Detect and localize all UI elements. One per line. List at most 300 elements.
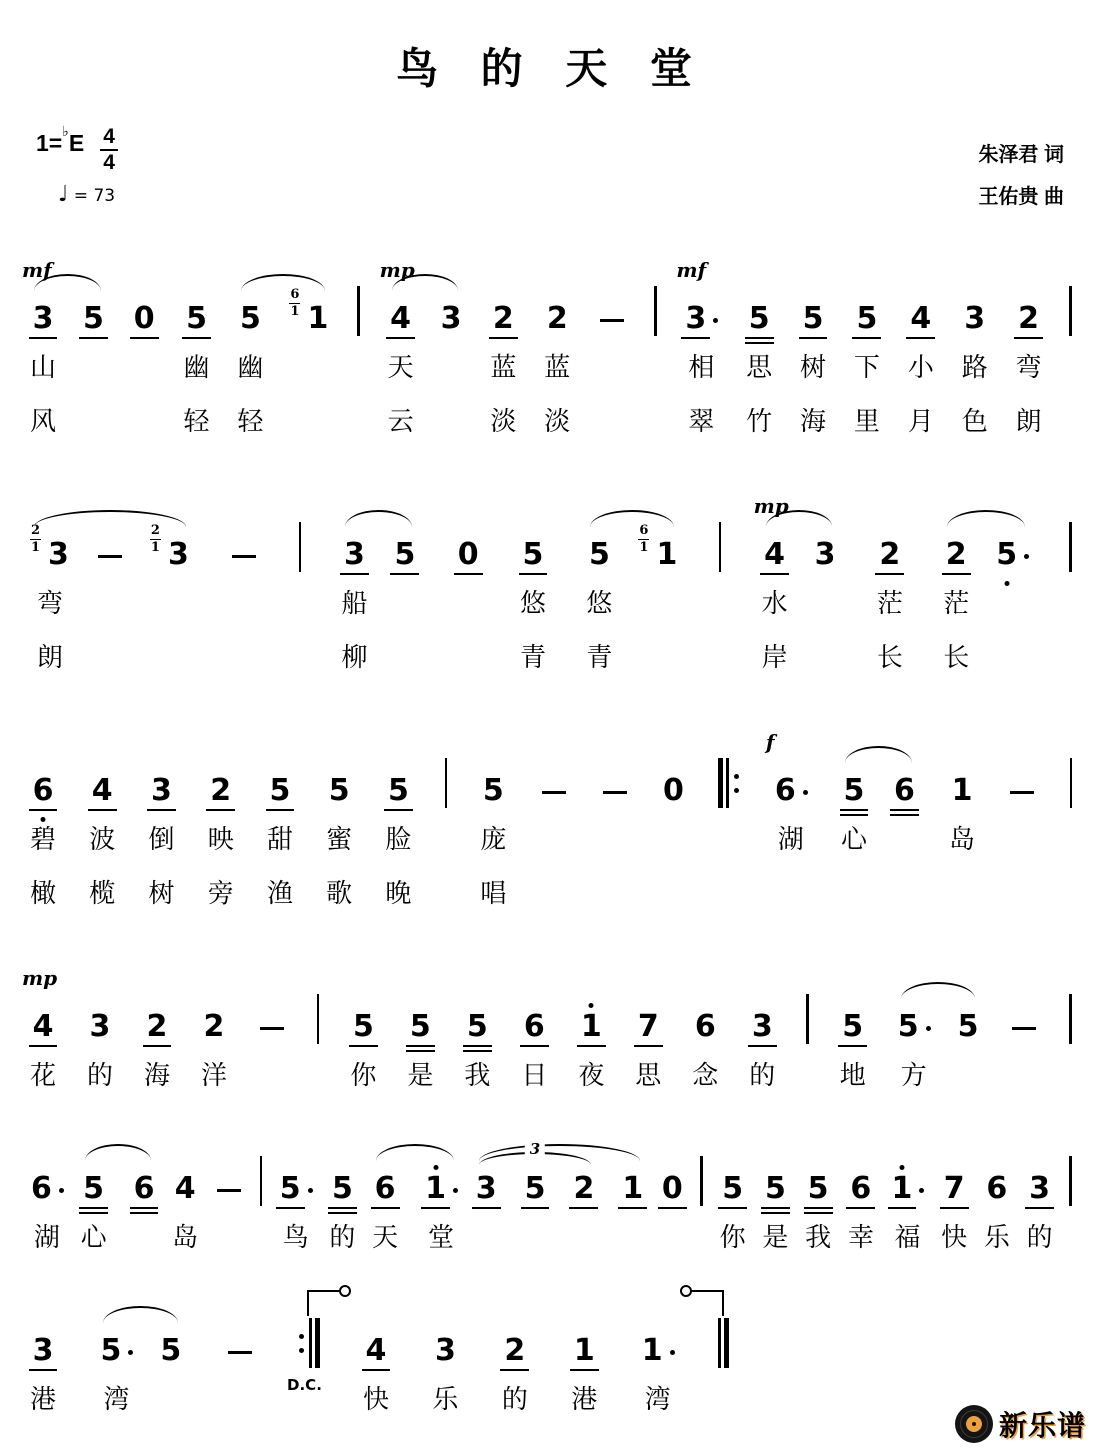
barline-thick — [724, 1318, 729, 1368]
note-cell — [457, 530, 480, 674]
barline — [1069, 522, 1072, 572]
barline — [700, 1156, 703, 1206]
lyric: 幽 — [183, 352, 210, 382]
score-body — [22, 248, 1072, 1416]
lyric: 快 — [941, 1222, 968, 1252]
lyric — [90, 404, 97, 438]
dash — [226, 1326, 254, 1416]
barline-thick — [315, 1318, 320, 1368]
duration-dash — [98, 555, 122, 559]
lyric — [241, 640, 248, 674]
note-digit: 7 — [637, 1009, 659, 1044]
note-digit: 3 — [48, 537, 69, 572]
note-cell — [800, 294, 826, 438]
lyric: 榄 — [89, 878, 116, 908]
grace-note: 2 1 — [31, 523, 41, 556]
lyric: 福 — [894, 1222, 921, 1252]
lyric: 湾 — [644, 1384, 671, 1414]
lyric — [821, 640, 828, 674]
note-cell — [480, 766, 506, 910]
augmentation-dot — [59, 1188, 64, 1193]
dash — [601, 766, 629, 910]
augmentation-dot — [453, 1188, 458, 1193]
lyric — [465, 586, 472, 620]
note-cell — [30, 523, 70, 674]
note-cell — [22, 966, 58, 1092]
slur-group — [943, 530, 1029, 674]
meter-numerator: 4 — [100, 126, 118, 151]
lyric — [1009, 586, 1016, 620]
note-cell — [133, 294, 156, 438]
note-digit: 0 — [133, 301, 155, 336]
lyric: 日 — [521, 1060, 548, 1090]
note-cell — [943, 530, 969, 674]
slur-group — [22, 258, 105, 438]
note-digit: 1 — [580, 1012, 603, 1042]
note-digit: 1 — [656, 537, 678, 572]
note-cell — [329, 1164, 355, 1254]
note-digit: 3 — [434, 1333, 456, 1368]
lyric — [166, 640, 173, 674]
bar — [654, 294, 657, 336]
lyric: 唱 — [480, 878, 507, 908]
bar — [445, 766, 448, 808]
lyric: 下 — [853, 352, 880, 382]
note-cell — [621, 1164, 644, 1254]
note-cell — [279, 1164, 313, 1254]
note-cell — [949, 766, 975, 910]
dc-marking: D.C. — [287, 1376, 322, 1394]
duration-dash — [603, 791, 627, 795]
note-digit: 5 — [897, 1009, 919, 1044]
lyric: 庞 — [480, 824, 507, 854]
slur-group — [841, 766, 916, 910]
lyric: 蓝 — [544, 352, 571, 382]
lyric: 竹 — [746, 406, 773, 436]
slur-group — [475, 1140, 596, 1254]
augmentation-dot — [713, 318, 718, 323]
lyric: 悠 — [586, 588, 613, 618]
note-cell — [676, 258, 718, 438]
note-digit: 4 — [32, 1009, 54, 1044]
lyric — [141, 404, 148, 438]
lyric: 波 — [89, 824, 116, 854]
note-cell — [854, 294, 880, 438]
lyric: 脸 — [385, 824, 412, 854]
note-digit: 1 — [951, 773, 973, 808]
lyric: 幸 — [847, 1222, 874, 1252]
note-cell — [638, 523, 678, 674]
lyric: 轻 — [183, 406, 210, 436]
lyric — [1019, 876, 1026, 910]
lyric: 月 — [907, 406, 934, 436]
lyric — [1009, 640, 1016, 674]
slur-group — [586, 523, 678, 674]
dynamic-mark: f — [765, 730, 775, 754]
duration-dash — [600, 319, 624, 323]
note-cell — [877, 530, 903, 674]
dash — [258, 1002, 286, 1092]
lyric: 碧 — [30, 824, 57, 854]
lyric — [306, 404, 313, 438]
lyric: 云 — [387, 406, 414, 436]
lyric — [821, 586, 828, 620]
note-cell — [87, 1002, 113, 1092]
note-cell — [89, 766, 115, 910]
duration-dash — [217, 1189, 241, 1193]
lyric — [225, 1220, 232, 1254]
lyric — [958, 876, 965, 910]
note-cell — [841, 766, 867, 910]
lyric: 湖 — [777, 824, 804, 854]
note-digit: 5 — [331, 1171, 353, 1206]
octave-dot-above — [899, 1165, 904, 1170]
lyric: 我 — [464, 1060, 491, 1090]
lyric — [901, 822, 908, 856]
lyric: 方 — [900, 1060, 927, 1090]
note-digit: 5 — [807, 1171, 829, 1206]
note-digit: 3 — [151, 773, 172, 808]
lyric: 树 — [800, 352, 827, 382]
note-cell — [814, 530, 837, 674]
lyric: 的 — [501, 1384, 528, 1414]
note-digit: 5 — [802, 301, 824, 336]
lyric: 岛 — [172, 1222, 199, 1252]
lyric — [1021, 1058, 1028, 1092]
note-cell — [908, 294, 934, 438]
lyric — [655, 640, 662, 674]
note-cell — [765, 730, 808, 910]
note-cell — [720, 1164, 746, 1254]
note-digit: 5 — [387, 773, 409, 808]
note-cell — [572, 1164, 595, 1254]
note-digit: 6 — [694, 1009, 716, 1044]
key-signature — [36, 123, 118, 178]
note-cell — [805, 1164, 831, 1254]
lyric: 思 — [635, 1060, 662, 1090]
site-logo-text: 新乐谱 — [998, 1410, 1086, 1441]
lyric — [550, 876, 557, 910]
barline — [260, 1156, 263, 1206]
note-digit: 3 — [89, 1009, 111, 1044]
note-cell — [749, 1002, 775, 1092]
duration-dash — [1010, 791, 1034, 795]
bar-re — [287, 1326, 322, 1394]
slur-group — [99, 1326, 182, 1416]
lyric — [850, 876, 857, 910]
lyric: 蜜 — [326, 824, 353, 854]
slur-group — [897, 1002, 980, 1092]
duration-dash — [232, 555, 256, 559]
lyric: 渔 — [266, 878, 293, 908]
lyric — [106, 586, 113, 620]
note-digit: 1 — [641, 1333, 663, 1368]
lyric: 青 — [586, 642, 613, 672]
lyric: 的 — [329, 1222, 356, 1252]
fine-marker-circle — [680, 1285, 692, 1297]
note-digit: 5 — [482, 773, 504, 808]
note-digit: 4 — [764, 537, 785, 572]
barline-thick — [718, 758, 723, 808]
note-digit: 5 — [843, 773, 865, 808]
lyric: 的 — [86, 1060, 113, 1090]
note-cell — [289, 287, 329, 438]
barline — [317, 994, 320, 1044]
note-cell — [661, 1164, 684, 1254]
lyric: 翠 — [688, 406, 715, 436]
bar — [1069, 530, 1072, 572]
note-digit: 5 — [186, 301, 207, 336]
note-cell — [341, 530, 367, 674]
note-cell — [393, 530, 416, 674]
note-digit: 5 — [394, 537, 416, 572]
note-digit: 6 — [374, 1171, 396, 1206]
lyric — [1019, 822, 1026, 856]
lyric: 淡 — [544, 406, 571, 436]
lyric — [141, 350, 148, 384]
lyric — [447, 404, 454, 438]
barline — [309, 1318, 312, 1368]
note-digit: 2 — [546, 301, 568, 336]
note-cell — [363, 1326, 389, 1416]
note-digit: 2 — [146, 1009, 168, 1044]
lyric — [670, 822, 677, 856]
fine-marker-circle — [339, 1285, 351, 1297]
bar — [719, 530, 722, 572]
note-digit: 4 — [91, 773, 113, 808]
note-cell — [407, 1002, 433, 1092]
lyric: 念 — [692, 1060, 719, 1090]
note-cell — [586, 530, 612, 674]
lyric: 花 — [30, 1060, 57, 1090]
lyric: 的 — [749, 1060, 776, 1090]
lyric — [611, 822, 618, 856]
note-digit: 5 — [352, 1009, 374, 1044]
lyric — [236, 1382, 243, 1416]
note-cell — [208, 766, 234, 910]
score-header — [30, 123, 1072, 248]
music-system — [30, 484, 1072, 674]
site-logo — [955, 1404, 1086, 1444]
lyric — [166, 586, 173, 620]
lyric: 湾 — [103, 1384, 130, 1414]
note-digit: 2 — [879, 537, 901, 572]
note-cell — [144, 1002, 170, 1092]
lyric: 小 — [907, 352, 934, 382]
note-digit: 6 — [850, 1171, 872, 1206]
note-cell — [891, 1164, 925, 1254]
lyric: 柳 — [341, 642, 368, 672]
note-digit: 5 — [269, 773, 291, 808]
barline — [445, 758, 448, 808]
note-digit: 3 — [814, 537, 836, 572]
note-digit: 5 — [279, 1171, 301, 1206]
lyric — [609, 404, 616, 438]
slur-group — [379, 258, 463, 438]
music-system — [30, 1280, 1072, 1416]
lyric: 橄 — [30, 878, 57, 908]
lyric: 长 — [876, 642, 903, 672]
lyric — [669, 1220, 676, 1254]
fine-marker — [307, 1290, 341, 1316]
note-digit: 4 — [910, 301, 932, 336]
barline — [719, 522, 722, 572]
note-digit: 6 — [32, 776, 55, 806]
grace-note: 2 1 — [150, 523, 160, 556]
note-cell — [635, 1002, 661, 1092]
lyric: 堂 — [428, 1222, 455, 1252]
music-system — [30, 720, 1072, 910]
note-digit: 4 — [390, 301, 412, 336]
augmentation-dot — [308, 1188, 313, 1193]
note-digit: 1 — [424, 1174, 447, 1204]
note-cell — [267, 766, 293, 910]
lyric: 旁 — [207, 878, 234, 908]
note-digit: 3 — [32, 301, 54, 336]
note-cell — [201, 1002, 227, 1092]
note-cell — [1027, 1164, 1053, 1254]
note-digit: 5 — [842, 1009, 864, 1044]
note-cell — [521, 1002, 547, 1092]
vinyl-record-icon — [955, 1405, 993, 1443]
augmentation-dot — [803, 790, 808, 795]
lyric: 我 — [805, 1222, 832, 1252]
lyric: 船 — [341, 588, 368, 618]
octave-dot-below — [1004, 581, 1009, 586]
slur-group — [372, 1164, 458, 1254]
note-digit: 5 — [100, 1333, 122, 1368]
note-digit: 2 — [210, 773, 232, 808]
note-digit: 3 — [440, 301, 462, 336]
note-cell — [893, 766, 916, 910]
note-cell — [184, 294, 210, 438]
lyric — [106, 640, 113, 674]
dynamic-mark: mp — [379, 258, 415, 282]
note-cell — [746, 294, 772, 438]
note-digit: 4 — [365, 1333, 387, 1368]
lyric — [90, 350, 97, 384]
quarter-note-icon: ♩ — [58, 182, 69, 207]
note-cell — [1016, 294, 1042, 438]
note-cell — [897, 1002, 931, 1092]
note-digit: 6 — [774, 773, 796, 808]
lyric: 思 — [746, 352, 773, 382]
lyric — [609, 350, 616, 384]
note-cell — [544, 294, 570, 438]
note-cell — [762, 1164, 788, 1254]
note-cell — [464, 1002, 490, 1092]
lyric: 相 — [688, 352, 715, 382]
octave-dot-above — [433, 1165, 438, 1170]
note-digit: 5 — [522, 537, 544, 572]
note-digit: 3 — [964, 301, 986, 336]
lyric: 轻 — [237, 406, 264, 436]
note-cell — [578, 1002, 604, 1092]
barline — [1069, 1156, 1072, 1206]
lyric — [241, 586, 248, 620]
note-cell — [641, 1326, 675, 1416]
lyric: 歌 — [326, 878, 353, 908]
lyric — [580, 1220, 587, 1254]
lyric — [268, 1058, 275, 1092]
octave-dot-below — [41, 817, 46, 822]
lyric: 是 — [407, 1060, 434, 1090]
lyric — [611, 876, 618, 910]
note-digit: 3 — [751, 1009, 773, 1044]
note-cell — [692, 1002, 718, 1092]
note-digit: 2 — [492, 301, 514, 336]
note-cell — [81, 1164, 107, 1254]
dash — [540, 766, 568, 910]
lyric — [901, 876, 908, 910]
note-cell — [133, 1164, 156, 1254]
note-digit: 0 — [663, 773, 684, 808]
note-digit: 1 — [891, 1174, 914, 1204]
duration-dash — [1012, 1027, 1036, 1031]
note-cell — [22, 258, 57, 438]
note-digit: 6 — [523, 1009, 545, 1044]
slur-group — [341, 530, 416, 674]
note-cell — [237, 294, 263, 438]
note-digit: 5 — [83, 301, 104, 336]
slur-group — [237, 287, 329, 438]
bar — [299, 530, 302, 572]
dash — [96, 530, 124, 674]
note-digit: 5 — [466, 1009, 488, 1044]
note-digit: 2 — [573, 1171, 595, 1206]
duration-dash — [542, 791, 566, 795]
lyric: 心 — [840, 824, 867, 854]
note-digit: 3 — [32, 1333, 54, 1368]
lyric: 幽 — [237, 352, 264, 382]
barline — [357, 286, 360, 336]
note-cell — [99, 1326, 133, 1416]
note-cell — [372, 1164, 398, 1254]
augmentation-dot — [919, 1188, 924, 1193]
lyric: 你 — [719, 1222, 746, 1252]
note-cell — [962, 294, 988, 438]
lyric: 乐 — [432, 1384, 459, 1414]
note-cell — [432, 1326, 458, 1416]
barline — [1070, 758, 1073, 808]
note-digit: 0 — [661, 1171, 683, 1206]
song-title: 鸟 的 天 堂 — [396, 44, 706, 93]
note-digit: 5 — [409, 1009, 431, 1044]
slur-group — [81, 1164, 156, 1254]
duration-dash — [260, 1027, 284, 1031]
lyric: 洋 — [200, 1060, 227, 1090]
dash — [1008, 766, 1036, 910]
lyric — [964, 1058, 971, 1092]
bar — [260, 1164, 263, 1206]
lyric: 映 — [207, 824, 234, 854]
lyric: 海 — [800, 406, 827, 436]
note-digit: 4 — [174, 1171, 196, 1206]
note-digit: 6 — [893, 773, 915, 808]
note-digit: 5 — [748, 301, 770, 336]
note-cell — [662, 766, 685, 910]
vinyl-hole — [972, 1422, 976, 1426]
bar — [1069, 1164, 1072, 1206]
note-cell — [30, 1164, 64, 1254]
note-cell — [424, 1164, 458, 1254]
note-digit: 5 — [83, 1171, 105, 1206]
lyric: 弯 — [36, 588, 63, 618]
lyric: 里 — [853, 406, 880, 436]
lyric: 的 — [1026, 1222, 1053, 1252]
note-digit: 3 — [167, 537, 189, 572]
lyric: 港 — [571, 1384, 598, 1414]
